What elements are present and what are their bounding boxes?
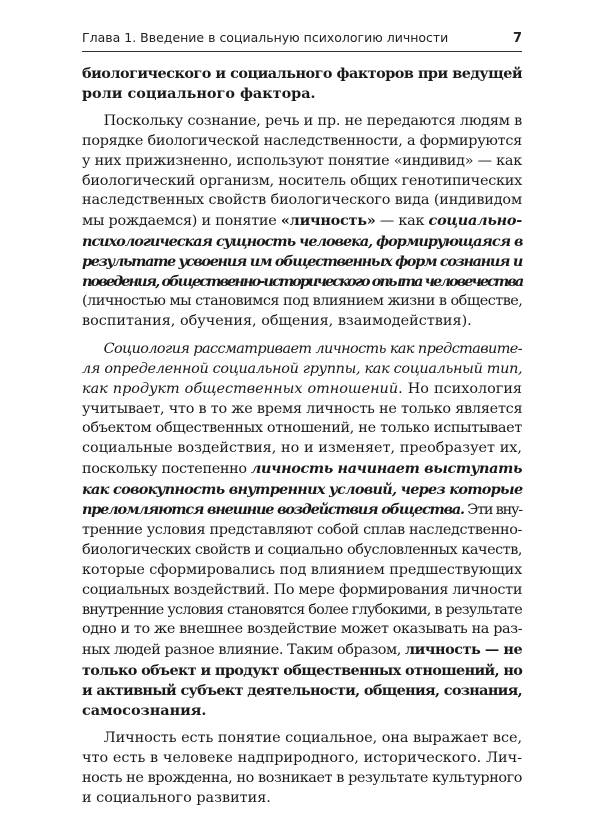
term-lichnost: «личность»	[280, 212, 376, 230]
italic-run: как продукт общественных отношений	[82, 380, 399, 397]
chapter-title: Глава 1. Введение в социальную психологию личности	[82, 30, 449, 45]
text-line: ля определенной социальной группы, как социальный тип,	[82, 360, 523, 377]
text-line: что есть в человеке надприродного, исторического. Лич-	[82, 749, 522, 766]
text-line: и активный субъект деятельности, общения, сознания,	[82, 682, 522, 700]
text-line: социальные воздействия, но и изменяет, преобразует их,	[82, 440, 522, 457]
text-run: Эти вну-	[463, 502, 522, 519]
page-number: 7	[512, 31, 522, 46]
text-run: . Но психология	[398, 380, 523, 397]
header-rule	[82, 51, 522, 52]
text-line	[82, 211, 522, 232]
text-line	[82, 640, 522, 661]
paragraph-2	[82, 112, 522, 332]
text-line: которые сформировались под влиянием предшествующих	[82, 561, 523, 578]
definition-run: социально-	[428, 212, 522, 230]
text-line: тренние условия представляют собой сплав наследственно-	[82, 521, 522, 538]
running-header	[82, 30, 522, 46]
text-line	[82, 380, 522, 400]
emphasis-run: личность — не	[404, 641, 523, 659]
paragraph-4	[82, 729, 522, 809]
text-line: объектом общественных отношений, не только испытывает	[82, 420, 523, 437]
text-line: порядке биологической наследственности, а формируются	[82, 132, 522, 149]
text-line: внутренние условия становятся более глубокими, в результате	[82, 601, 522, 618]
text-line: роли социального фактора.	[82, 84, 316, 102]
page-body	[82, 64, 522, 817]
text-line: биологического и социального факторов при ведущей	[82, 65, 522, 82]
text-line: ность не врожденна, но возникает в результате культурного	[82, 769, 522, 786]
text-line: биологических свойств и социально обусловленных качеств,	[82, 541, 522, 558]
text-line: и социального развития.	[82, 789, 271, 806]
text-line: биологический организм, носитель общих генотипических	[82, 172, 522, 189]
text-line: Личность есть понятие социальное, она выражает все,	[103, 730, 522, 746]
text-run: мы рождаемся) и понятие	[82, 213, 281, 230]
paragraph-3	[82, 340, 522, 721]
text-line: воспитания, обучения, общения, взаимодействия).	[82, 312, 472, 329]
text-line: одно и то же внешнее воздействие может оказывать на раз-	[82, 621, 523, 638]
text-run: — как	[375, 213, 429, 230]
text-line: Социология рассматривает личность как представите-	[103, 340, 523, 357]
text-line: только объект и продукт общественных отношений, но	[82, 662, 523, 680]
text-line: учитывает, что в то же время личность не только является	[82, 400, 523, 417]
text-line	[82, 459, 522, 480]
text-line: самосознания.	[82, 702, 207, 720]
text-line: у них прижизненно, используют понятие «индивид» — как	[82, 152, 522, 169]
text-line: наследственных свойств биологического вида (индивидом	[82, 192, 522, 209]
emphasis-run: личность начинает выступать	[250, 460, 523, 478]
text-line: (личностью мы становимся под влиянием жизни в обществе,	[82, 292, 523, 309]
emphasis-run: преломляются внешние воздействия общества.	[82, 501, 464, 519]
text-line: как совокупность внутренних условий, через которые	[82, 481, 523, 499]
text-line: поведения, общественно-исторического опыта человечества	[82, 273, 523, 291]
text-line: Поскольку сознание, речь и пр. не передаются людям в	[103, 112, 522, 129]
text-line	[82, 500, 522, 521]
text-run: поскольку постепенно	[82, 461, 251, 478]
paragraph-1	[82, 64, 522, 104]
text-line: психологическая сущность человека, формирующаяся в	[82, 233, 523, 251]
text-run: ных людей разное влияние. Таким образом,	[82, 642, 405, 659]
text-line: результате усвоения им общественных форм сознания и	[82, 253, 522, 271]
text-line: социальных воздействий. По мере формирования личности	[82, 581, 523, 598]
